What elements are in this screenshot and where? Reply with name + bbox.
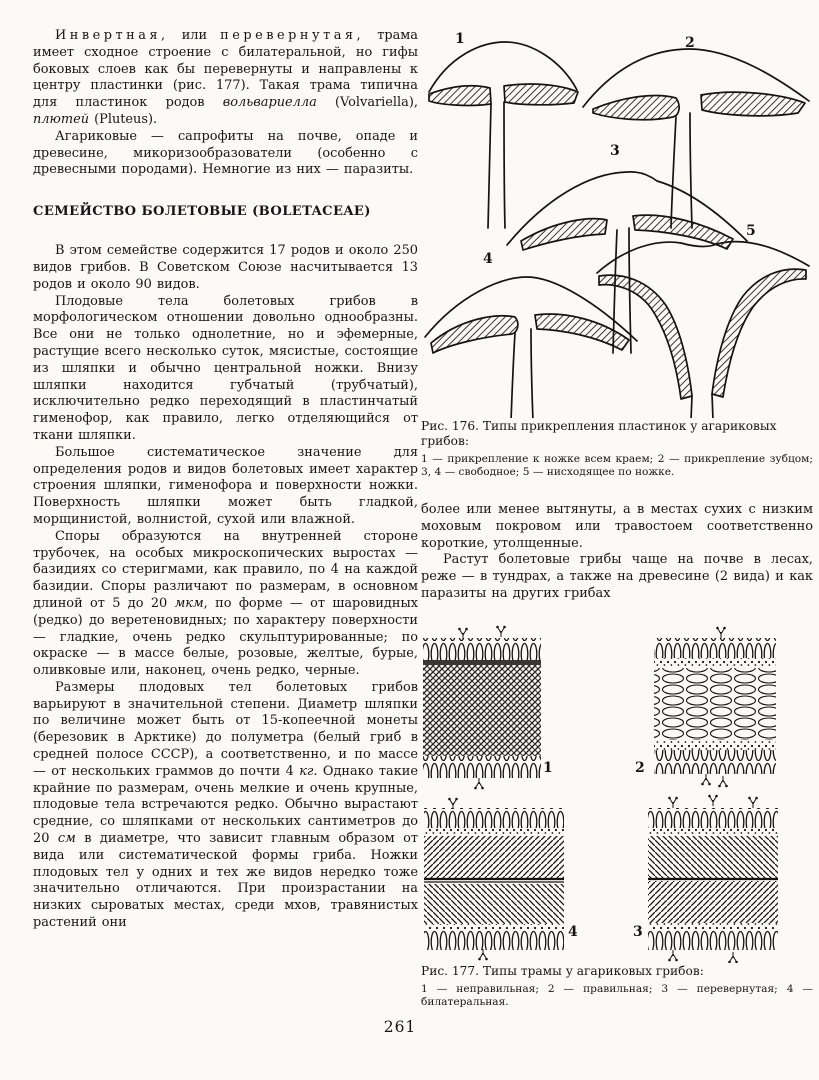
section-heading: СЕМЕЙСТВО БОЛЕТОВЫЕ (BOLETACEAE) bbox=[33, 204, 371, 220]
page-number: 261 bbox=[383, 1018, 417, 1036]
text-run: в диаметре, что зависит главным образом от вида или систематической формы гриба. Ножки плодовых тел у одних и тех же видов нередко тоже значительно отличаются. При произрастании на низких сыроватых местах, среди мхов, травянистых растений они bbox=[33, 831, 418, 931]
italic-genus-name: плютей bbox=[33, 111, 90, 127]
figure-176-drawing bbox=[421, 25, 813, 418]
paragraph-family-counts: В этом семействе содержится 17 родов и около 250 видов грибов. В Советском Союзе насчитывается 13 родов и около 90 видов. bbox=[33, 243, 418, 292]
spaced-word: перевернутая, bbox=[220, 28, 365, 43]
spaced-word: Инвертная, bbox=[55, 28, 169, 43]
paragraph-stems-continued: более или менее вытянуты, а в местах сухих с низким моховым покровом или травостоем соответственно короткие, утолщенные. bbox=[421, 502, 813, 551]
paragraph-habitats: Растут болетовые грибы чаще на почве в лесах, реже — в тундрах, а также на древесине (2 вида) и как паразиты на других грибах bbox=[421, 552, 813, 601]
paragraph-sizes bbox=[33, 680, 418, 932]
paragraph-inverted-trama bbox=[33, 28, 418, 129]
text-run: . Однако такие крайние по размерам, очень мелкие и очень крупные, плодовые тела встречаются редко. Обычно вырастают средние, со шляпками от нескольких сантиметров до 20 bbox=[33, 763, 418, 847]
text-run: или bbox=[168, 28, 221, 43]
figure-176-caption bbox=[421, 419, 813, 478]
figure-176-label-2: 2 bbox=[685, 35, 695, 51]
paragraph-spores bbox=[33, 529, 418, 680]
figure-176-caption-legend: 1 — прикрепление к ножке всем краем; 2 — прикрепление зубцом; 3, 4 — свободное; 5 — нисходящее по ножке. bbox=[421, 453, 813, 478]
mushroom-1-drawing bbox=[429, 42, 578, 228]
italic-unit: кг bbox=[299, 763, 314, 779]
figure-176-label-5: 5 bbox=[746, 223, 756, 239]
figure-177-label-3: 3 bbox=[633, 924, 643, 940]
figure-176-label-3: 3 bbox=[610, 143, 620, 159]
figure-177-drawing bbox=[421, 618, 813, 963]
paragraph-systematics: Большое систематическое значение для определения родов и видов болетовых имеет характер строения шляпки, гименофора и поверхности ножки. Поверхность шляпки может быть гладкой, морщинистой, волнистой, сухой или влажной. bbox=[33, 444, 418, 527]
figure-176-label-1: 1 bbox=[455, 31, 465, 47]
trama-panel-regular bbox=[654, 627, 776, 788]
trama-panel-inverted bbox=[648, 795, 778, 963]
figure-177-caption-legend: 1 — неправильная; 2 — правильная; 3 — перевернутая; 4 — билатеральная. bbox=[421, 983, 813, 1008]
figure-177-label-1: 1 bbox=[543, 760, 553, 776]
paragraph-fruit-bodies: Плодовые тела болетовых грибов в морфологическом отношении довольно однообразны. Все они не только однолетние, но и эфемерные, растущие всего несколько суток, мясистые, состоящие из шляпки и обычно центральной ножки. Внизу шляпки находится губчатый (трубчатый), исключительно редко переходящий в пластинчатый гименофор, как правило, легко отделяющийся от ткани шляпки. bbox=[33, 293, 418, 443]
text-run: (Volvariella), bbox=[316, 95, 418, 111]
text-run: , по форме — от шаровидных (редко) до веретеновидных; по характеру поверхности — гладкие, очень редко скульптурированные; по окраске — в массе белые, розовые, желтые, бурые, оливковые или, наконец, очень редко, черные. bbox=[33, 595, 418, 679]
italic-genus-name: вольвариелла bbox=[222, 95, 317, 111]
text-run: (Pluteus). bbox=[89, 111, 158, 127]
figure-177-caption bbox=[421, 964, 813, 1008]
figure-177-caption-title: Рис. 177. Типы трамы у агариковых грибов: bbox=[421, 964, 704, 978]
left-column bbox=[33, 28, 418, 932]
figure-177-label-4: 4 bbox=[568, 924, 578, 940]
italic-unit: см bbox=[57, 831, 76, 847]
figure-176-caption-title: Рис. 176. Типы прикрепления пластинок у агариковых грибов: bbox=[421, 419, 777, 448]
mushroom-4-drawing bbox=[425, 277, 637, 418]
right-column-text bbox=[421, 502, 813, 603]
figure-177-trama-types bbox=[421, 618, 813, 963]
text-run: Споры образуются на внутренней стороне трубочек, на особых микроскопических выростах — базидиях со стеригмами, как правило, по 4 на каждой базидии. Споры различают по размерам, в основном длиной от 5 до 20 bbox=[33, 528, 418, 611]
text-run: Размеры плодовых тел болетовых грибов варьируют в значительной степени. Диаметр шляпки по величине может быть от 15-копеечной монеты (березовик в Арктике) до полуметра (белый гриб в средней полосе СССР), а соответственно, и по массе — от нескольких граммов до почти 4 bbox=[33, 679, 418, 779]
figure-176-label-4: 4 bbox=[483, 251, 493, 267]
figure-177-label-2: 2 bbox=[635, 760, 645, 776]
italic-unit: мкм bbox=[174, 595, 204, 611]
text-run: трама имеет сходное строение с билатеральной, но гифы боковых слоев как бы перевернуты и направлены к центру пластинки (рис. 177). Такая трама типична для пластинок родов bbox=[33, 28, 418, 111]
trama-panel-irregular bbox=[423, 626, 541, 790]
trama-panel-bilateral bbox=[424, 798, 564, 961]
mushroom-2-drawing bbox=[583, 49, 809, 228]
paragraph-agaric-saprophytes: Агариковые — сапрофиты на почве, опаде и древесине, микоризообразователи (особенно с древесными породами). Немногие из них — паразиты. bbox=[33, 128, 418, 178]
figure-176-gill-attachment bbox=[421, 25, 813, 418]
